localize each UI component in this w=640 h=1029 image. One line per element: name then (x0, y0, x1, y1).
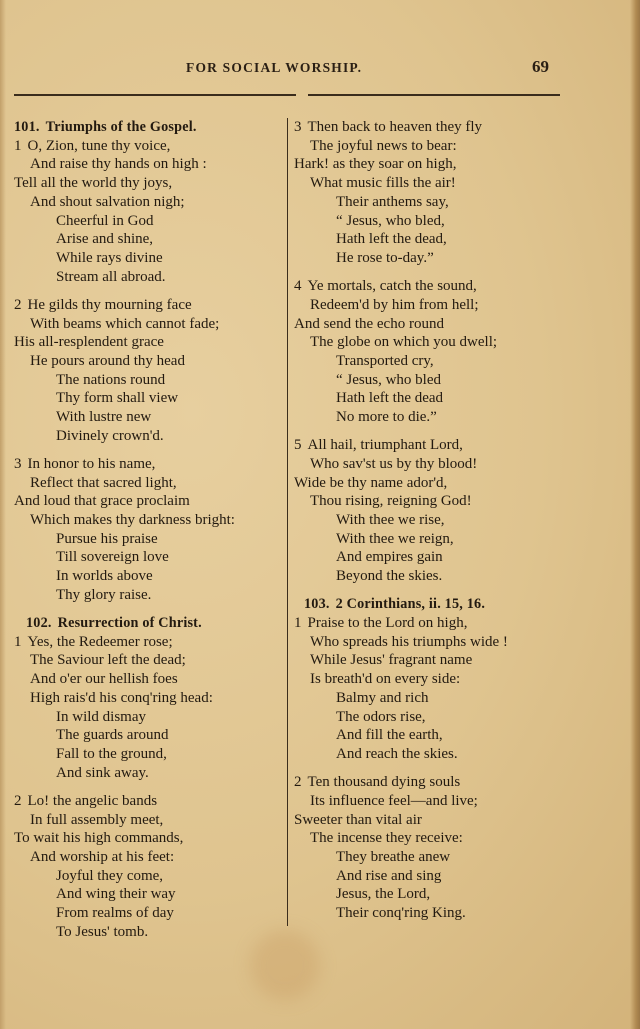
verse-line: He pours around thy head (30, 352, 185, 369)
stanza (294, 277, 564, 427)
verse-line: With beams which cannot fade; (30, 315, 220, 332)
verse-line (14, 137, 284, 156)
hymn-title-text: 2 Corinthians, ii. 15, 16. (335, 596, 486, 613)
verse-line: Balmy and rich (336, 689, 429, 706)
verse-text: O, Zion, tune thy voice, (27, 137, 171, 154)
right-column (294, 118, 564, 932)
verse-text: Then back to heaven they fly (307, 119, 483, 135)
stanza-number: 1 (14, 137, 22, 154)
verse-line: Reflect that sacred light, (30, 474, 177, 491)
hymn-number: 102. (26, 615, 52, 632)
verse-line: And shout salvation nigh; (30, 193, 185, 210)
verse-line: Joyful they come, (56, 867, 164, 884)
hymn-title-text: Resurrection of Christ. (57, 615, 202, 632)
hymn-title (14, 614, 284, 633)
stanza (294, 614, 564, 764)
verse-line: Hath left the dead, (336, 231, 447, 248)
verse-line: In full assembly meet, (30, 811, 164, 828)
stanza-number: 3 (14, 455, 22, 472)
verse-line: Arise and shine, (56, 231, 154, 248)
verse-line (294, 773, 564, 792)
verse-line (14, 455, 284, 474)
verse-line: Stream all abroad. (56, 268, 166, 285)
verse-line: Hark! as they soar on high, (294, 156, 457, 173)
verse-line: And reach the skies. (336, 746, 458, 762)
hymn-title (14, 118, 284, 137)
verse-line: The joyful news to bear: (310, 137, 457, 154)
verse-text: Ye mortals, catch the sound, (307, 278, 477, 295)
verse-line: The globe on which you dwell; (310, 334, 498, 351)
left-column (14, 118, 284, 951)
hymn-number: 103. (304, 596, 330, 613)
verse-line: To Jesus' tomb. (56, 923, 149, 940)
verse-text: He gilds thy mourning face (27, 296, 192, 313)
verse-line (294, 277, 564, 296)
stanza (14, 792, 284, 942)
hymn-title-text: Triumphs of the Gospel. (45, 119, 197, 135)
verse-line: Thy form shall view (56, 390, 179, 407)
verse-text: Ten thousand dying souls (307, 774, 461, 791)
verse-line: In worlds above (56, 568, 153, 585)
verse-line: What music fills the air! (310, 175, 456, 192)
verse-line: Cheerful in God (56, 212, 154, 229)
verse-line: The guards around (56, 727, 169, 744)
verse-line: And sink away. (56, 764, 149, 781)
stanza-number: 2 (294, 774, 302, 791)
stanza (14, 633, 284, 783)
verse-line: He rose to-day.” (336, 249, 434, 266)
page-number: 69 (532, 57, 549, 76)
stanza (14, 455, 284, 605)
stanza-number: 5 (294, 437, 302, 454)
verse-line: Redeem'd by him from hell; (310, 296, 479, 313)
verse-line: With lustre new (56, 409, 152, 426)
verse-line: The odors rise, (336, 708, 426, 725)
verse-line: And rise and sing (336, 867, 442, 884)
verse-text: Praise to the Lord on high, (307, 615, 468, 632)
verse-line: Fall to the ground, (56, 746, 167, 762)
verse-line: While rays divine (56, 249, 163, 266)
verse-line: Who spreads his triumphs wide ! (310, 633, 508, 650)
verse-line: Transported cry, (336, 352, 434, 369)
stanza (294, 118, 564, 268)
stanza-number: 1 (14, 633, 22, 650)
header-rule-right (308, 94, 560, 96)
verse-line: And o'er our hellish foes (30, 671, 178, 688)
verse-line: With thee we rise, (336, 512, 445, 529)
verse-line (14, 792, 284, 811)
verse-line: And worship at his feet: (30, 849, 175, 866)
stanza-number: 3 (294, 119, 302, 135)
verse-line: Till sovereign love (56, 549, 169, 566)
verse-line: Their anthems say, (336, 193, 449, 210)
verse-line: Hath left the dead (336, 390, 444, 407)
verse-line: And fill the earth, (336, 727, 443, 744)
verse-line: Its influence feel—and live; (310, 792, 478, 809)
verse-line: Pursue his praise (56, 530, 158, 547)
hymn-102-continued (294, 118, 564, 586)
verse-text: Lo! the angelic bands (27, 792, 158, 809)
verse-line: They breathe anew (336, 849, 451, 866)
verse-line: Tell all the world thy joys, (14, 175, 173, 192)
verse-line: And raise thy hands on high : (30, 156, 207, 173)
page-edge-left (0, 0, 6, 1029)
verse-line (14, 633, 284, 652)
hymn-101 (14, 118, 284, 605)
verse-line (294, 436, 564, 455)
running-title: FOR SOCIAL WORSHIP. (186, 60, 363, 75)
verse-line: Which makes thy darkness bright: (30, 512, 235, 529)
verse-line: And empires gain (336, 549, 443, 566)
verse-line: With thee we reign, (336, 530, 454, 547)
verse-text: All hail, triumphant Lord, (307, 437, 463, 454)
running-head (0, 57, 640, 80)
verse-line: Jesus, the Lord, (336, 886, 431, 903)
verse-line: Wide be thy name ador'd, (294, 474, 448, 491)
verse-line: Thy glory raise. (56, 586, 152, 603)
verse-line: To wait his high commands, (14, 830, 184, 847)
verse-line: Sweeter than vital air (294, 811, 422, 828)
column-divider (287, 118, 288, 926)
verse-line: The nations round (56, 371, 166, 388)
verse-text: In honor to his name, (27, 455, 156, 472)
stanza-number: 4 (294, 278, 302, 295)
verse-line: “ Jesus, who bled (336, 371, 441, 388)
verse-line: While Jesus' fragrant name (310, 652, 473, 669)
verse-line: And wing their way (56, 886, 176, 903)
verse-line (14, 296, 284, 315)
verse-line (294, 118, 564, 137)
verse-line: No more to die.” (336, 409, 437, 426)
verse-line: Is breath'd on every side: (310, 671, 461, 688)
verse-line: And send the echo round (294, 315, 444, 332)
verse-line: From realms of day (56, 905, 174, 922)
hymn-number: 101. (14, 119, 40, 135)
stanza (14, 296, 284, 446)
verse-line: The Saviour left the dead; (30, 652, 186, 669)
verse-line: His all-resplendent grace (14, 334, 164, 351)
stanza-number: 1 (294, 615, 302, 632)
stanza (14, 137, 284, 287)
verse-line: “ Jesus, who bled, (336, 212, 445, 229)
header-rule-left (14, 94, 296, 96)
verse-line: In wild dismay (56, 708, 146, 725)
verse-line: The incense they receive: (310, 830, 463, 847)
stanza-number: 2 (14, 296, 22, 313)
hymn-102 (14, 614, 284, 941)
stanza (294, 773, 564, 923)
hymn-title (294, 595, 564, 614)
verse-line: And loud that grace proclaim (14, 493, 190, 510)
verse-line: Divinely crown'd. (56, 427, 164, 444)
verse-line (294, 614, 564, 633)
stanza (294, 436, 564, 586)
verse-line: Thou rising, reigning God! (310, 493, 472, 510)
verse-line: Beyond the skies. (336, 568, 443, 585)
verse-line: Their conq'ring King. (336, 905, 466, 922)
verse-text: Yes, the Redeemer rose; (27, 633, 173, 650)
page-edge-right (630, 0, 640, 1029)
hymn-103 (294, 595, 564, 922)
stanza-number: 2 (14, 792, 22, 809)
verse-line: High rais'd his conq'ring head: (30, 689, 213, 706)
verse-line: Who sav'st us by thy blood! (310, 455, 478, 472)
